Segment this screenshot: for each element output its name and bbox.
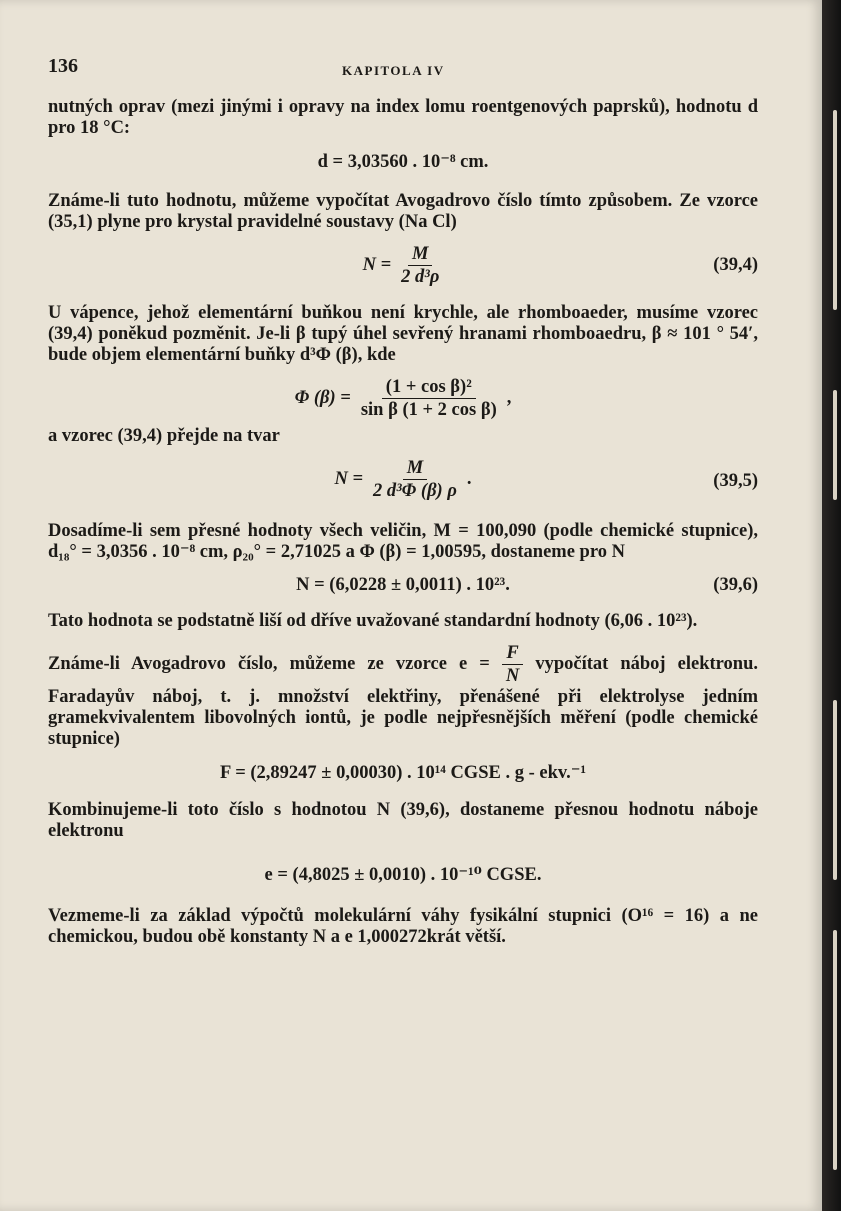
phi-numerator: (1 + cos β)²: [382, 376, 476, 399]
paragraph-4: a vzorec (39,4) přejde na tvar: [48, 426, 280, 446]
page-edge-strip: [833, 930, 837, 1170]
eq394-numerator: M: [408, 243, 432, 266]
page-number: 136: [48, 55, 78, 77]
equation-39-4: [48, 241, 758, 293]
paragraph-9: Vezmeme-li za základ výpočtů molekulární váhy fysikální stupnici (O¹⁶ = 16) a ne chemickou, budou obě konstanty N a e 1,000272krát větší.: [48, 906, 758, 947]
equation-39-5: N = $\frac{M}{\text{2 d³Φ (β) ρ}}$ . (39,5): [334, 458, 758, 501]
eq395-tag: (39,5): [713, 471, 758, 491]
phi-lhs: Φ (β) =: [294, 388, 351, 408]
equation-d-text: d = 3,03560 . 10⁻⁸ cm.: [317, 152, 489, 172]
page-content: [48, 55, 758, 948]
eq396-tag: (39,6): [713, 575, 758, 595]
paragraph-8: Kombinujeme-li toto číslo s hodnotou N (39,6), dostaneme přesnou hodnotu náboje elektronu: [48, 800, 758, 841]
eq394-lhs: N =: [362, 255, 392, 275]
paragraph-3: U vápence, jehož elementární buňkou není krychle, ale rhomboaeder, musíme vzorec (39,4) poněkud pozměnit. Je-li β tupý úhel sevřený hranami rhomboaedru, β ≈ 101 ° 54′, bude objem elementární buňky d³Φ (β), kde: [48, 303, 758, 365]
eq395-numerator: M: [403, 457, 427, 480]
equation-d: [48, 151, 758, 179]
chapter-title: KAPITOLA IV: [342, 63, 445, 78]
eq-e-text: e = (4,8025 ± 0,0010) . 10⁻¹⁰ CGSE.: [264, 865, 542, 885]
page-edge-strip: [833, 700, 837, 880]
page-edge-strip: [833, 110, 837, 310]
eq396-text: N = (6,0228 ± 0,0011) . 10²³.: [296, 575, 510, 595]
equation-e: [48, 864, 758, 892]
paragraph-7: [48, 642, 758, 750]
phi-fraction: [357, 376, 501, 421]
eq394-fraction: [397, 243, 443, 288]
phi-denominator: sin β (1 + 2 cos β): [360, 400, 497, 420]
equation-39-6: [48, 575, 758, 603]
paragraph-7-end: vypočítat náboj elektronu. Faradayův náboj, t. j. množství elektřiny, přenášené při elektrolyse jedním gramekvivalentem libovolných iontů, je podle nejpřesnějších měření (podle chemické stupnice): [48, 653, 759, 749]
eq395-lhs: N =: [334, 469, 364, 489]
paragraph-1: nutných oprav (mezi jinými i opravy na index lomu roentgenových paprsků), hodnotu d pro 18 °C:: [48, 97, 758, 138]
e-fraction: [502, 642, 523, 687]
paragraph-6: Tato hodnota se podstatně liší od dříve uvažované standardní hodnoty (6,06 . 10²³).: [48, 611, 698, 631]
equation-F: [48, 762, 758, 790]
paragraph-7-start: Známe-li Avogadrovo číslo, můžeme ze vzorce e =: [48, 653, 490, 674]
paragraph-2: Známe-li tuto hodnotu, můžeme vypočítat Avogadrovo číslo tímto způsobem. Ze vzorce (35,1) plyne pro krystal pravidelné soustavy (Na Cl): [48, 191, 758, 232]
book-edge: [822, 0, 841, 1211]
paragraph-5: Dosadíme-li sem přesné hodnoty všech veličin, M = 100,090 (podle chemické stupnice), d₁₈° = 3,0356 . 10⁻⁸ cm, ρ₂₀° = 2,71025 a Φ (β) = 1,00595, dostaneme pro N: [48, 521, 758, 562]
eq-F-text: F = (2,89247 ± 0,00030) . 10¹⁴ CGSE . g - ekv.⁻¹: [219, 763, 587, 783]
e-fraction-numerator: F: [502, 642, 522, 665]
page-header: [48, 55, 758, 85]
eq394-tag: (39,4): [713, 255, 758, 275]
eq395-denominator: 2 d³Φ (β) ρ: [373, 481, 457, 501]
eq395-fraction: [369, 457, 461, 502]
page-edge-strip: [833, 390, 837, 500]
equation-phi: Φ (β) = $\frac{\text{(1 + cos β)²}}{\text{sin β (1 + 2 cos β)}}$ ,: [294, 377, 512, 420]
e-fraction-denominator: N: [505, 666, 520, 686]
eq394-denominator: 2 d³ρ: [401, 267, 440, 287]
